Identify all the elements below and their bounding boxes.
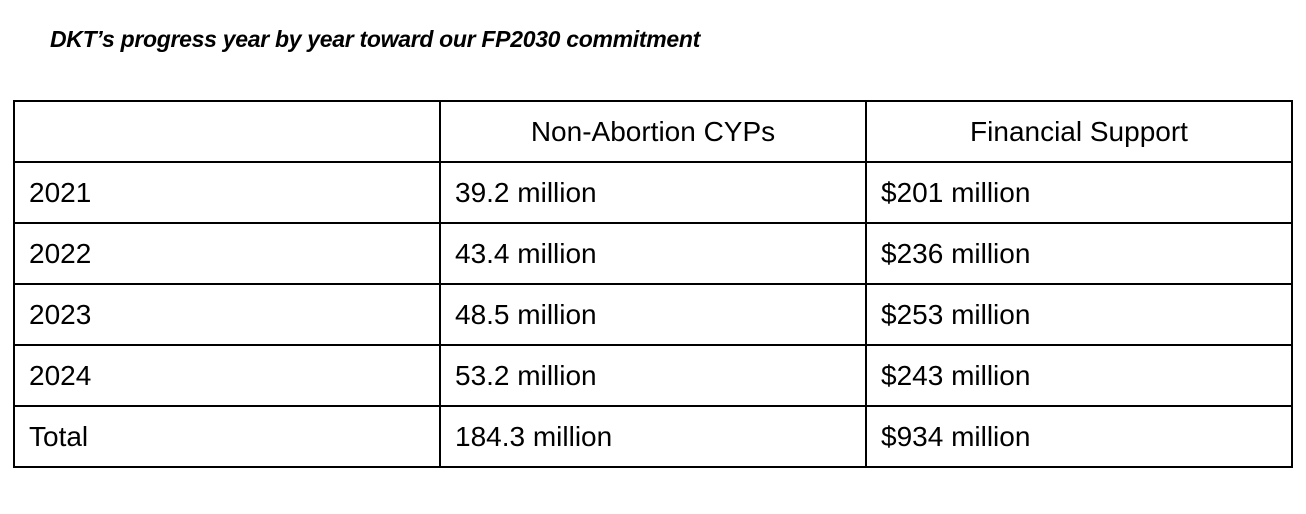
cell-cyps: 184.3 million bbox=[440, 406, 866, 467]
cell-financial: $253 million bbox=[866, 284, 1292, 345]
table-caption: DKT’s progress year by year toward our FP2030 commitment bbox=[50, 26, 701, 52]
cell-cyps: 53.2 million bbox=[440, 345, 866, 406]
progress-table-container bbox=[13, 100, 1293, 468]
table-header-row bbox=[14, 101, 1292, 162]
cell-year: 2022 bbox=[14, 223, 440, 284]
cell-financial: $201 million bbox=[866, 162, 1292, 223]
cell-year: 2024 bbox=[14, 345, 440, 406]
cell-financial: $934 million bbox=[866, 406, 1292, 467]
cell-cyps: 39.2 million bbox=[440, 162, 866, 223]
table-row-total bbox=[14, 406, 1292, 467]
table-row bbox=[14, 162, 1292, 223]
cell-year: Total bbox=[14, 406, 440, 467]
table-row bbox=[14, 284, 1292, 345]
cell-financial: $236 million bbox=[866, 223, 1292, 284]
header-year bbox=[14, 101, 440, 162]
cell-cyps: 43.4 million bbox=[440, 223, 866, 284]
cell-financial: $243 million bbox=[866, 345, 1292, 406]
table-row bbox=[14, 345, 1292, 406]
header-financial-support: Financial Support bbox=[866, 101, 1292, 162]
progress-table bbox=[13, 100, 1293, 468]
header-non-abortion-cyps: Non-Abortion CYPs bbox=[440, 101, 866, 162]
cell-year: 2023 bbox=[14, 284, 440, 345]
cell-year: 2021 bbox=[14, 162, 440, 223]
table-row bbox=[14, 223, 1292, 284]
cell-cyps: 48.5 million bbox=[440, 284, 866, 345]
